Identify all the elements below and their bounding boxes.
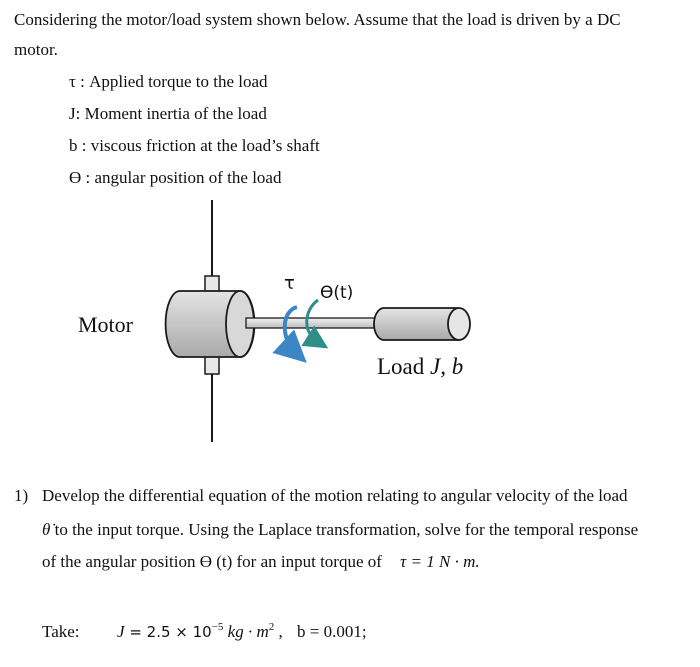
load-label	[377, 354, 463, 380]
motor-label: Motor	[78, 312, 133, 337]
definition-text: : Applied torque to the load	[80, 72, 268, 91]
value-separator: ,	[274, 622, 283, 641]
definition-symbol: b	[69, 136, 78, 155]
given-values	[117, 622, 367, 642]
definition-symbol: J	[69, 104, 76, 123]
definition-text: : angular position of the load	[85, 168, 282, 187]
torque-arrow	[285, 307, 297, 352]
question-line-3-text: of the angular position ϴ (t) for an input torque of	[42, 552, 382, 571]
torque-label: τ	[284, 273, 295, 294]
load-label-prefix: Load	[377, 354, 431, 379]
load-end-face	[448, 308, 470, 340]
question-line-1: Develop the differential equation of the motion relating to angular velocity of the load	[42, 486, 628, 505]
definition-symbol: ϴ	[69, 168, 82, 187]
question-line-2	[42, 520, 638, 540]
question-number: 1)	[14, 486, 29, 505]
theta-dot-symbol: θ̇	[42, 520, 51, 539]
question-line-3	[42, 552, 480, 572]
definition-text: : Moment inertia of the load	[75, 104, 267, 123]
intro-line-2: motor.	[14, 40, 58, 59]
torque-value: τ = 1 N · m.	[400, 552, 480, 571]
j-value: = 2.5 × 10	[124, 623, 212, 641]
take-label: Take:	[42, 622, 80, 641]
motor-shaft	[246, 318, 386, 328]
definition-text: : viscous friction at the load’s shaft	[81, 136, 320, 155]
j-exponent: −5	[211, 621, 224, 633]
intro-line-1: Considering the motor/load system shown below. Assume that the load is driven by a DC	[14, 10, 621, 29]
j-unit-exponent: 2	[268, 621, 275, 633]
load-label-math: J, b	[430, 354, 464, 379]
j-unit: kg · m	[223, 622, 269, 641]
angle-label: ϴ(t)	[320, 283, 354, 303]
definition-symbol: τ	[69, 72, 76, 91]
j-symbol: J	[117, 622, 125, 641]
b-value: b = 0.001;	[297, 622, 367, 641]
question-line-2-text: to the input torque. Using the Laplace transformation, solve for the temporal response	[50, 520, 639, 539]
